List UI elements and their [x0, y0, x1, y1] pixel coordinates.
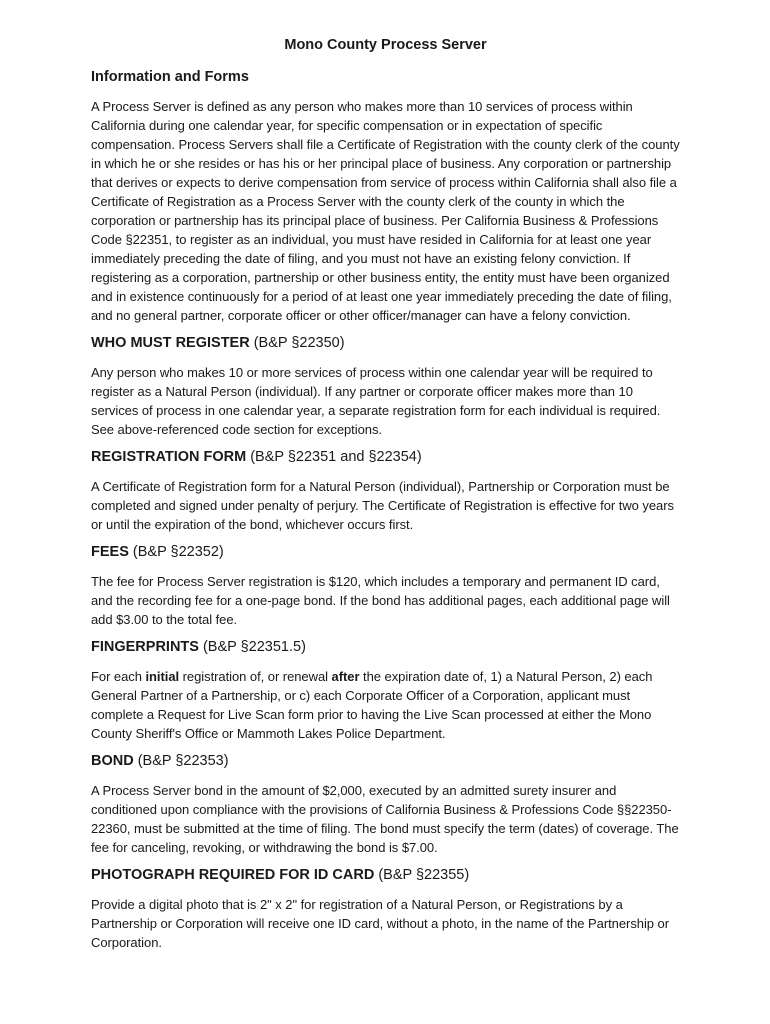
- section-heading-who-must-register: [91, 334, 680, 352]
- body-text: For each: [91, 669, 146, 684]
- section-heading-registration-form: [91, 448, 680, 466]
- section-heading-label: WHO MUST REGISTER: [91, 335, 250, 351]
- emphasis-after: after: [331, 669, 360, 684]
- section-heading-ref: (B&P §22351.5): [198, 639, 306, 655]
- section-body-bond: A Process Server bond in the amount of $2,000, executed by an admitted surety insurer and conditioned upon compliance with the provisions of California Business & Professions Code §§22350-22360, must be submitted at the time of filing. The bond must specify the term (dates) of coverage. The fee for canceling, revoking, or withdrawing the bond is $7.00.: [91, 783, 679, 855]
- section-heading-photograph: [91, 866, 680, 884]
- section-heading-bond: [91, 752, 680, 770]
- section-body-who-must-register: Any person who makes 10 or more services of process within one calendar year will be required to register as a Natural Person (individual). If any partner or corporate officer makes more than 10 services of process in one calendar year, a separate registration form for each individual is required. See above-referenced code section for exceptions.: [91, 365, 661, 437]
- section-heading-ref: (B&P §22352): [128, 544, 224, 560]
- page-title: Mono County Process Server: [284, 37, 487, 53]
- section-heading-ref: (B&P §22355): [374, 867, 470, 883]
- section-heading-ref: (B&P §22353): [133, 753, 229, 769]
- body-text: registration of, or renewal: [179, 669, 332, 684]
- section-body-photograph: Provide a digital photo that is 2" x 2" for registration of a Natural Person, or Registrations by a Partnership or Corporation will receive one ID card, without a photo, in the name of the Partnership or Corporation.: [91, 897, 669, 950]
- section-body-fees: The fee for Process Server registration is $120, which includes a temporary and permanent ID card, and the recording fee for a one-page bond. If the bond has additional pages, each additional page will add $3.00 to the total fee.: [91, 574, 670, 627]
- section-heading-ref: (B&P §22351 and §22354): [246, 449, 422, 465]
- section-heading-ref: (B&P §22350): [249, 335, 345, 351]
- section-heading-label: FEES: [91, 544, 129, 560]
- section-body-fingerprints: [91, 667, 680, 743]
- body-text: the expiration date of, 1) a Natural Person, 2) each General Partner of a Partnership, or c) each Corporate Officer of a Corporation, applicant must complete a Request for Live Scan form prior to having the Live Scan processed at either the Mono County Sheriff's Office or Mammoth Lakes Police Department.: [91, 669, 653, 741]
- section-heading-label: PHOTOGRAPH REQUIRED FOR ID CARD: [91, 867, 375, 883]
- intro-paragraph: A Process Server is defined as any person who makes more than 10 services of process within California during one calendar year, for specific compensation or in expectation of specific compensation. Process Servers shall file a Certificate of Registration with the county clerk of the county in which he or she resides or has his or her principal place of business. Any corporation or partnership that derives or expects to derive compensation from service of process within California shall also file a Certificate of Registration as a Process Server with the county clerk of the county in which the corporation or partnership has its principal place of business. Per California Business & Professions Code §22351, to register as an individual, you must have resided in California for at least one year immediately preceding the date of filing, and you must not have an existing felony conviction. If registering as a corporation, partnership or other business entity, the entity must have been organized and in existence continuously for a period of at least one year immediately preceding the date of filing, and no general partner, corporate officer or other officer/manager can have a felony conviction.: [91, 99, 680, 323]
- emphasis-initial: initial: [145, 669, 180, 684]
- section-heading-label: FINGERPRINTS: [91, 639, 199, 655]
- section-heading-fees: [91, 543, 680, 561]
- section-heading-label: BOND: [91, 753, 134, 769]
- section-body-registration-form: A Certificate of Registration form for a Natural Person (individual), Partnership or Corporation must be completed and signed under penalty of perjury. The Certificate of Registration is effective for two years or until the expiration of the bond, whichever occurs first.: [91, 479, 674, 532]
- page-subtitle: Information and Forms: [91, 69, 249, 85]
- section-heading-fingerprints: [91, 638, 680, 656]
- section-heading-label: REGISTRATION FORM: [91, 449, 247, 465]
